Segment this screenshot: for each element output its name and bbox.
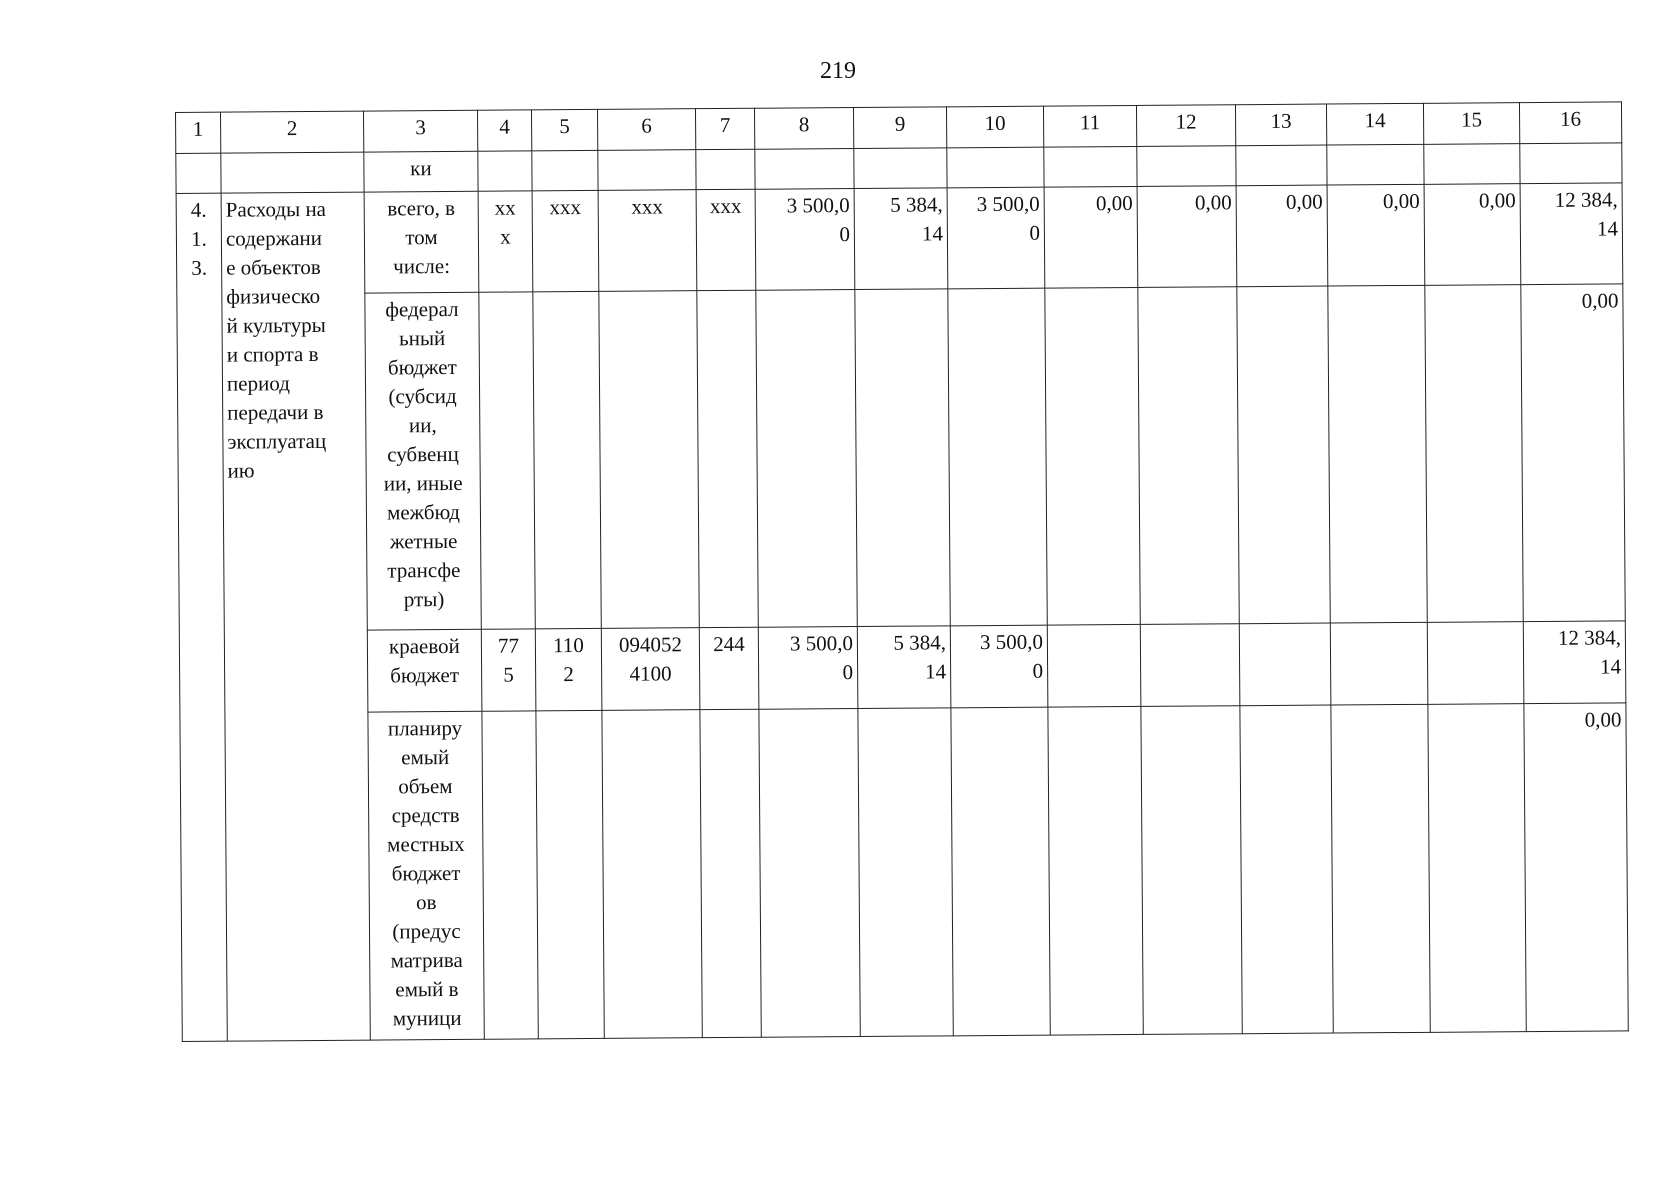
budget-table xyxy=(175,101,1629,1042)
table-cell xyxy=(1137,146,1236,187)
cell-csr: 094052 4100 xyxy=(601,628,700,711)
cell-amount xyxy=(948,288,1047,626)
cell-grbs xyxy=(479,292,535,629)
table-row-local xyxy=(180,703,1628,1042)
table-cell xyxy=(221,152,364,193)
cell-amount: 5 384, 14 xyxy=(857,626,951,709)
cell-amount xyxy=(1427,622,1524,705)
table-cell xyxy=(947,147,1044,188)
cell-amount xyxy=(855,289,950,627)
cell-total: 12 384, 14 xyxy=(1520,183,1623,285)
cell-grbs: 77 5 xyxy=(481,629,536,711)
item-number: 4. 1. 3. xyxy=(176,193,227,1041)
cell-amount xyxy=(1140,624,1240,707)
column-number-header: 2 xyxy=(221,111,364,153)
column-number-header: 12 xyxy=(1136,105,1235,147)
cell-amount xyxy=(1240,705,1333,1034)
table-cell xyxy=(532,150,598,190)
cell-total: 12 384, 14 xyxy=(1523,621,1626,704)
column-number-header: 16 xyxy=(1519,102,1621,144)
funding-source: планиру емый объем средств местных бюджет ов (предус матрива емый в муници xyxy=(368,711,484,1040)
table-cell xyxy=(755,149,854,190)
column-number-header: 1 xyxy=(176,112,221,153)
item-name: Расходы на содержани е объектов физическо й культуры и спорта в период передачи в эксплуатац ию xyxy=(221,192,370,1041)
cell-amount xyxy=(1138,287,1239,625)
cell-total: 0,00 xyxy=(1524,703,1628,1032)
table-row-total xyxy=(176,183,1623,295)
cell-total: 0,00 xyxy=(1521,284,1625,622)
table-cell xyxy=(1044,146,1137,187)
page-number: 219 xyxy=(820,58,856,84)
cell-amount: 3 500,0 0 xyxy=(758,627,858,710)
cell-rzpr: 110 2 xyxy=(535,628,602,710)
cell-rzpr xyxy=(536,710,604,1038)
continuation-text: ки xyxy=(364,151,478,192)
cell-grbs xyxy=(482,711,538,1039)
table-cell xyxy=(598,150,696,191)
cell-vr: ххх xyxy=(696,189,756,290)
table-row-regional xyxy=(179,621,1626,714)
cell-amount: 0,00 xyxy=(1044,186,1138,288)
cell-grbs: хх х xyxy=(478,191,533,292)
cell-amount xyxy=(759,709,860,1038)
table-cell xyxy=(1327,144,1424,185)
cell-amount: 0,00 xyxy=(1236,185,1328,287)
cell-amount xyxy=(951,707,1050,1036)
cell-amount: 3 500,0 0 xyxy=(755,189,855,291)
cell-amount xyxy=(1048,706,1143,1035)
table-cell xyxy=(696,149,755,189)
table-cell xyxy=(1424,144,1520,185)
cell-vr: 244 xyxy=(699,627,759,709)
cell-csr xyxy=(602,710,702,1039)
cell-amount xyxy=(1328,285,1427,623)
column-number-header: 5 xyxy=(531,109,597,150)
cell-amount: 3 500,0 0 xyxy=(950,625,1048,708)
cell-amount: 0,00 xyxy=(1327,184,1425,286)
cell-amount xyxy=(1330,622,1428,705)
cell-rzpr: ххх xyxy=(532,190,599,291)
table-cell xyxy=(854,148,947,189)
cell-amount xyxy=(1331,704,1430,1033)
column-number-header: 10 xyxy=(946,106,1043,148)
column-number-header: 4 xyxy=(477,110,531,151)
column-number-header: 11 xyxy=(1043,105,1136,147)
cell-amount xyxy=(756,290,857,628)
table-cell xyxy=(176,153,221,193)
funding-source: федерал ьный бюджет (субсид ии, субвенц ии, иные межбюд жетные трансфе рты) xyxy=(365,292,481,630)
table-cell xyxy=(1520,143,1622,184)
budget-table-wrapper xyxy=(175,101,1629,1042)
cell-amount: 5 384, 14 xyxy=(854,188,948,290)
column-number-header: 8 xyxy=(754,108,853,150)
cell-vr xyxy=(697,290,758,627)
cell-vr xyxy=(700,709,761,1037)
table-cell xyxy=(478,151,532,191)
cell-amount: 0,00 xyxy=(1424,184,1521,286)
cell-amount: 0,00 xyxy=(1137,186,1237,288)
funding-source: всего, в том числе: xyxy=(364,191,479,293)
column-number-header: 9 xyxy=(853,107,946,149)
cell-csr xyxy=(599,291,699,629)
cell-amount: 3 500,0 0 xyxy=(947,187,1045,289)
column-number-header: 14 xyxy=(1326,103,1423,145)
column-number-header: 3 xyxy=(363,110,477,152)
cell-amount xyxy=(1428,704,1526,1033)
cell-amount xyxy=(1425,285,1523,623)
column-number-header: 15 xyxy=(1423,103,1519,145)
cell-amount xyxy=(1237,286,1330,624)
column-number-header: 7 xyxy=(695,108,754,149)
table-row-federal xyxy=(177,284,1625,632)
cell-amount xyxy=(1239,623,1331,706)
cell-amount xyxy=(1045,287,1140,625)
cell-rzpr xyxy=(533,291,601,628)
table-cell xyxy=(1236,145,1327,186)
cell-csr: ххх xyxy=(598,190,697,292)
cell-amount xyxy=(1047,624,1141,707)
column-number-header: 6 xyxy=(597,109,695,151)
funding-source: краевой бюджет xyxy=(367,629,482,712)
cell-amount xyxy=(858,708,953,1037)
cell-amount xyxy=(1141,706,1242,1035)
column-number-header: 13 xyxy=(1235,104,1326,146)
